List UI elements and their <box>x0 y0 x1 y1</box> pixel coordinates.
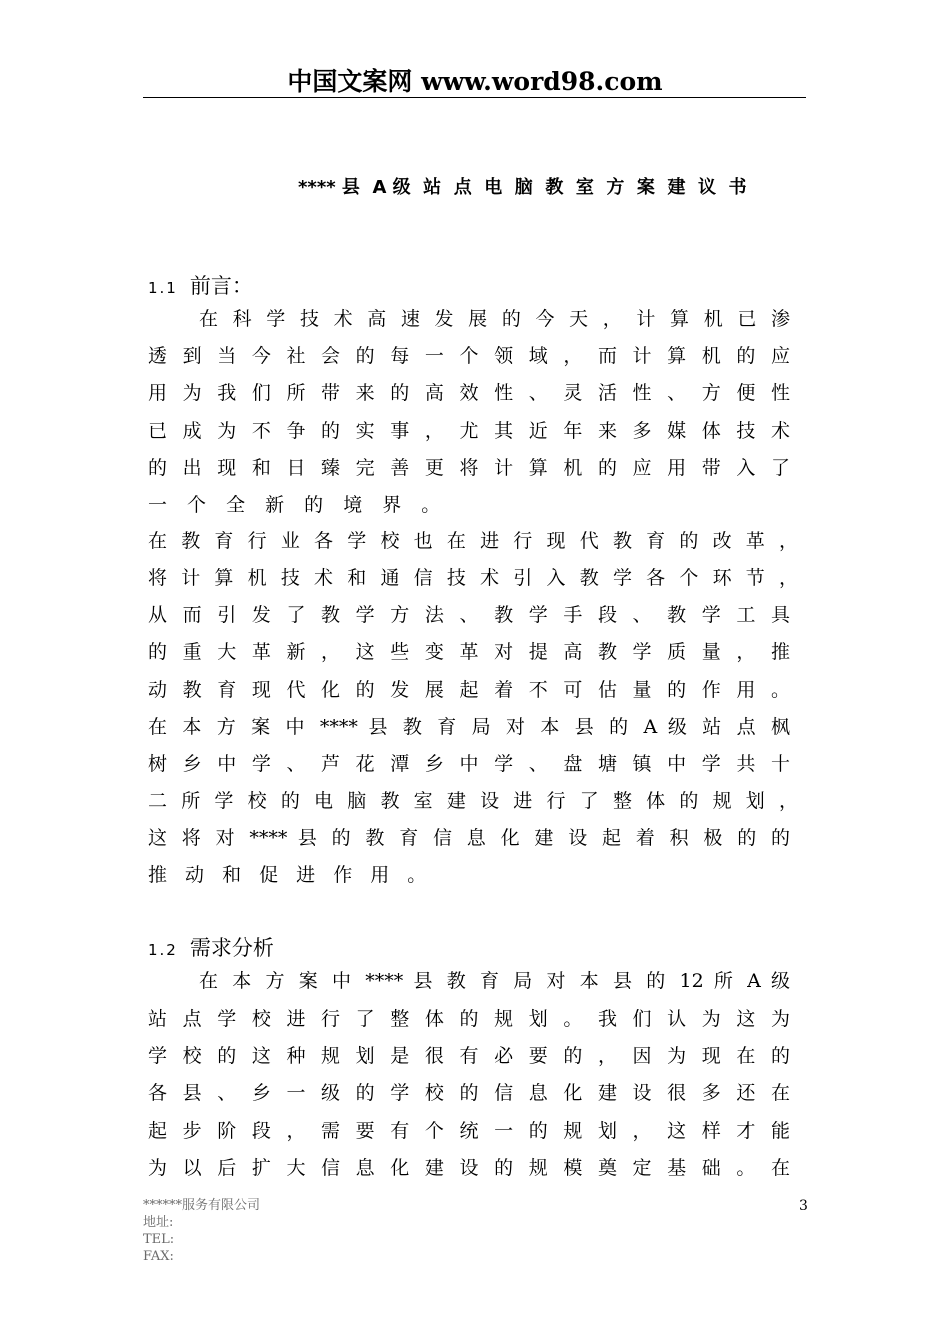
paragraph-line: 透 到 当 今 社 会 的 每 一 个 领 域 ， 而 计 算 机 的 应 <box>148 345 790 367</box>
section-heading-preface <box>148 270 253 300</box>
footer-address-label: 地址: <box>143 1215 174 1230</box>
section-name: 需求分析 <box>189 936 274 960</box>
page-number: 3 <box>799 1198 808 1214</box>
document-title: **** 县 A 级 站 点 电 脑 教 室 方 案 建 议 书 <box>298 177 747 198</box>
paragraph-line: 这 将 对 **** 县 的 教 育 信 息 化 建 设 起 着 积 极 的 的 <box>148 827 790 849</box>
paragraph-line: 的 重 大 革 新 ， 这 些 变 革 对 提 高 教 学 质 量 ， 推 <box>148 641 790 663</box>
section-heading-requirements <box>148 932 274 962</box>
paragraph-line: 用 为 我 们 所 带 来 的 高 效 性 、 灵 活 性 、 方 便 性 <box>148 382 790 404</box>
paragraph-line: 二 所 学 校 的 电 脑 教 室 建 设 进 行 了 整 体 的 规 划 ， <box>148 790 798 812</box>
section-number: 1.1 <box>148 279 178 297</box>
paragraph-line: 的 出 现 和 日 臻 完 善 更 将 计 算 机 的 应 用 带 入 了 <box>148 457 790 479</box>
page-header-title: 中国文案网 www.word98.com <box>287 67 663 96</box>
paragraph-line: 为 以 后 扩 大 信 息 化 建 设 的 规 模 奠 定 基 础 。 在 <box>148 1157 790 1179</box>
paragraph-line: 在 教 育 行 业 各 学 校 也 在 进 行 现 代 教 育 的 改 革 ， <box>148 530 798 552</box>
paragraph-line: 在 本 方 案 中 **** 县 教 育 局 对 本 县 的 A 级 站 点 枫 <box>148 716 790 738</box>
paragraph-line: 推 动 和 促 进 作 用 。 <box>148 864 433 886</box>
paragraph-line: 各 县 、 乡 一 级 的 学 校 的 信 息 化 建 设 很 多 还 在 <box>148 1082 790 1104</box>
paragraph-line: 站 点 学 校 进 行 了 整 体 的 规 划 。 我 们 认 为 这 为 <box>148 1008 790 1030</box>
footer-fax-label: FAX: <box>143 1249 174 1264</box>
page-footer <box>143 1197 260 1265</box>
paragraph-line: 将 计 算 机 技 术 和 通 信 技 术 引 入 教 学 各 个 环 节 ， <box>148 567 798 589</box>
section-number: 1.2 <box>148 941 178 959</box>
section-name: 前言： <box>189 274 253 298</box>
footer-company: ******服务有限公司 <box>143 1198 261 1213</box>
paragraph-line: 一 个 全 新 的 境 界 。 <box>148 494 448 516</box>
header-rule <box>143 97 806 98</box>
paragraph-line: 树 乡 中 学 、 芦 花 潭 乡 中 学 、 盘 塘 镇 中 学 共 十 <box>148 753 790 775</box>
paragraph-line: 起 步 阶 段 ， 需 要 有 个 统 一 的 规 划 ， 这 样 才 能 <box>148 1120 790 1142</box>
footer-tel-label: TEL: <box>143 1232 175 1247</box>
paragraph-line: 在 科 学 技 术 高 速 发 展 的 今 天 ， 计 算 机 已 渗 <box>199 308 790 330</box>
paragraph-line: 学 校 的 这 种 规 划 是 很 有 必 要 的 ， 因 为 现 在 的 <box>148 1045 790 1067</box>
paragraph-line: 在 本 方 案 中 **** 县 教 育 局 对 本 县 的 12 所 A 级 <box>199 970 790 992</box>
paragraph-line: 已 成 为 不 争 的 实 事 ， 尤 其 近 年 来 多 媒 体 技 术 <box>148 420 790 442</box>
paragraph-line: 动 教 育 现 代 化 的 发 展 起 着 不 可 估 量 的 作 用 。 <box>148 679 790 701</box>
paragraph-line: 从 而 引 发 了 教 学 方 法 、 教 学 手 段 、 教 学 工 具 <box>148 604 790 626</box>
